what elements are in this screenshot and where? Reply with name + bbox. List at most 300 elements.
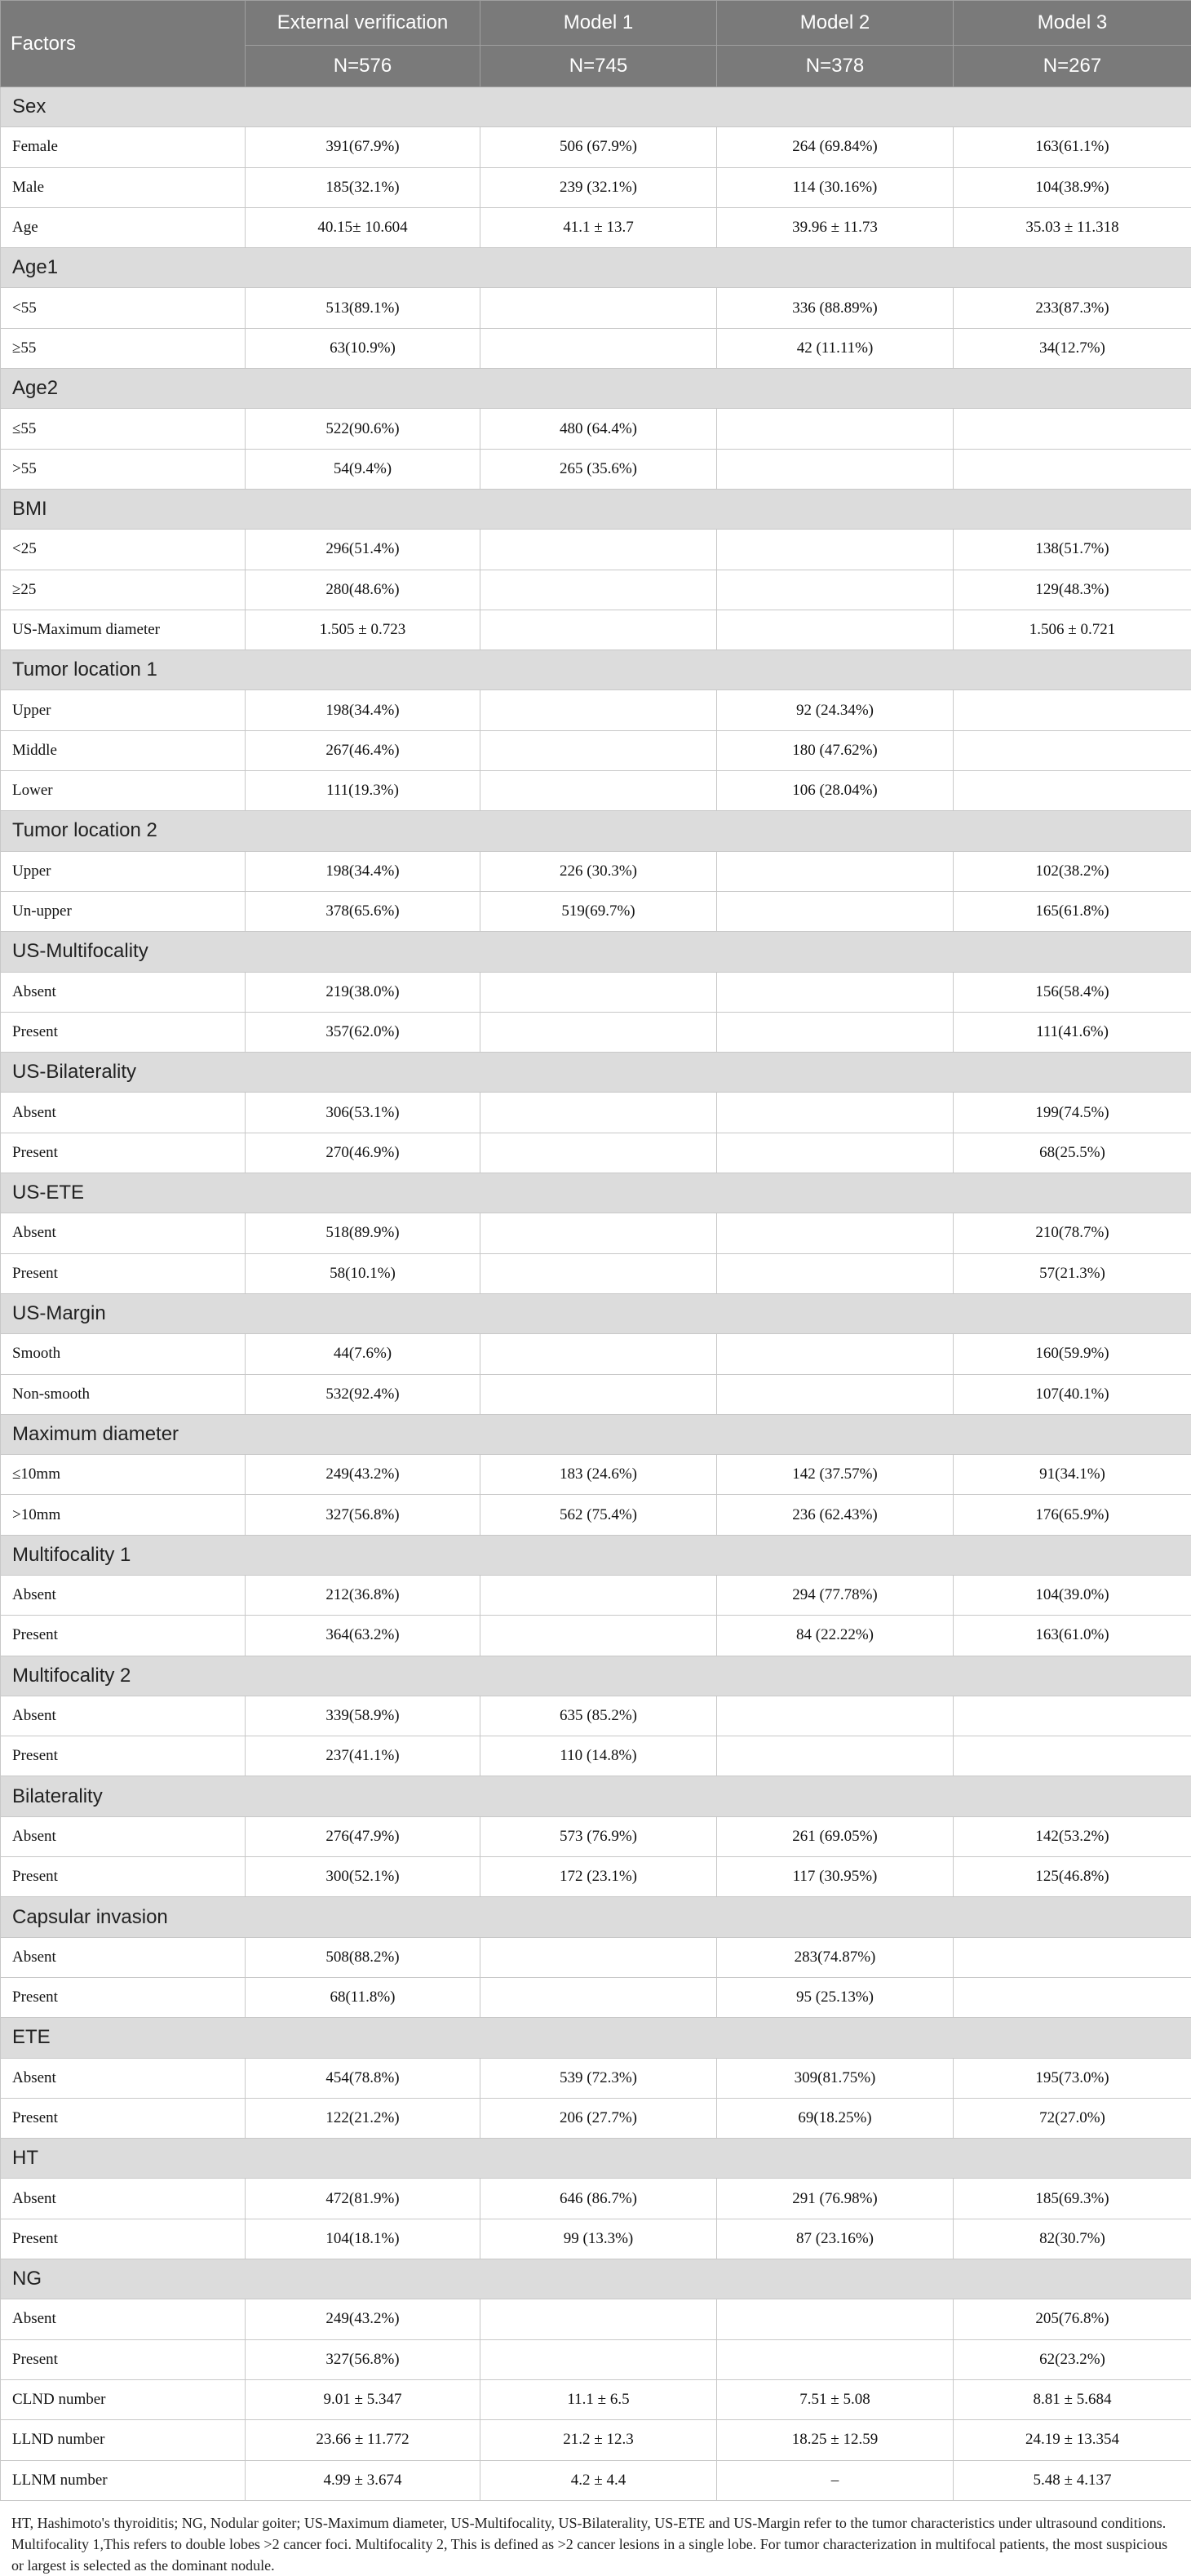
header-n-model3: N=267 bbox=[954, 46, 1191, 87]
row-label: US-Maximum diameter bbox=[1, 610, 246, 650]
cell-value: 226 (30.3%) bbox=[480, 851, 717, 891]
cell-value: 391(67.9%) bbox=[246, 127, 480, 167]
section-row bbox=[1, 248, 1191, 288]
header-n-model2: N=378 bbox=[717, 46, 954, 87]
cell-value: 91(34.1%) bbox=[954, 1455, 1191, 1495]
section-row bbox=[1, 650, 1191, 690]
cell-value bbox=[480, 1012, 717, 1052]
table-row bbox=[1, 2339, 1191, 2379]
cell-value: 296(51.4%) bbox=[246, 530, 480, 570]
section-label: Age1 bbox=[1, 248, 1191, 288]
section-label: US-ETE bbox=[1, 1173, 1191, 1213]
section-label: HT bbox=[1, 2139, 1191, 2179]
table-row bbox=[1, 1857, 1191, 1897]
section-label: US-Multifocality bbox=[1, 932, 1191, 972]
cell-value: 378(65.6%) bbox=[246, 891, 480, 931]
section-row bbox=[1, 2259, 1191, 2299]
table-row bbox=[1, 167, 1191, 207]
cell-value bbox=[480, 730, 717, 770]
table-row bbox=[1, 1696, 1191, 1736]
table-row bbox=[1, 2379, 1191, 2419]
table-row bbox=[1, 851, 1191, 891]
cell-value: 39.96 ± 11.73 bbox=[717, 207, 954, 247]
table-row bbox=[1, 771, 1191, 811]
section-row bbox=[1, 1535, 1191, 1575]
cell-value: 327(56.8%) bbox=[246, 1495, 480, 1535]
section-row bbox=[1, 932, 1191, 972]
cell-value: 357(62.0%) bbox=[246, 1012, 480, 1052]
cell-value: 18.25 ± 12.59 bbox=[717, 2420, 954, 2460]
row-label: Absent bbox=[1, 1937, 246, 1977]
cell-value: 114 (30.16%) bbox=[717, 167, 954, 207]
row-label: Non-smooth bbox=[1, 1374, 246, 1414]
cell-value bbox=[480, 530, 717, 570]
cell-value: 522(90.6%) bbox=[246, 409, 480, 449]
cell-value: 267(46.4%) bbox=[246, 730, 480, 770]
row-label: Un-upper bbox=[1, 891, 246, 931]
cell-value: 336 (88.89%) bbox=[717, 288, 954, 328]
section-row bbox=[1, 1656, 1191, 1696]
section-row bbox=[1, 2018, 1191, 2058]
cell-value bbox=[480, 1334, 717, 1374]
cell-value: 265 (35.6%) bbox=[480, 449, 717, 489]
row-label: Absent bbox=[1, 1093, 246, 1133]
table-row bbox=[1, 2098, 1191, 2138]
row-label: Present bbox=[1, 1977, 246, 2017]
row-label: ≥55 bbox=[1, 328, 246, 368]
section-row bbox=[1, 1053, 1191, 1093]
section-row bbox=[1, 369, 1191, 409]
cell-value: 646 (86.7%) bbox=[480, 2179, 717, 2219]
section-label: Multifocality 2 bbox=[1, 1656, 1191, 1696]
cell-value: 539 (72.3%) bbox=[480, 2058, 717, 2098]
row-label: Absent bbox=[1, 1575, 246, 1615]
section-row bbox=[1, 1776, 1191, 1816]
cell-value: 309(81.75%) bbox=[717, 2058, 954, 2098]
table-row bbox=[1, 570, 1191, 610]
cell-value: 163(61.0%) bbox=[954, 1616, 1191, 1656]
cell-value: 57(21.3%) bbox=[954, 1253, 1191, 1293]
cell-value: 261 (69.05%) bbox=[717, 1816, 954, 1856]
cell-value bbox=[480, 288, 717, 328]
cell-value: 532(92.4%) bbox=[246, 1374, 480, 1414]
cell-value: 117 (30.95%) bbox=[717, 1857, 954, 1897]
cell-value: 198(34.4%) bbox=[246, 690, 480, 730]
row-label: Smooth bbox=[1, 1334, 246, 1374]
table-row bbox=[1, 127, 1191, 167]
row-label: Present bbox=[1, 2098, 246, 2138]
row-label: Absent bbox=[1, 2299, 246, 2339]
table-row bbox=[1, 730, 1191, 770]
table-row bbox=[1, 1937, 1191, 1977]
section-row bbox=[1, 489, 1191, 529]
cell-value bbox=[480, 2299, 717, 2339]
section-row bbox=[1, 811, 1191, 851]
cell-value: 11.1 ± 6.5 bbox=[480, 2379, 717, 2419]
cell-value: 58(10.1%) bbox=[246, 1253, 480, 1293]
row-label: ≥25 bbox=[1, 570, 246, 610]
cell-value: 283(74.87%) bbox=[717, 1937, 954, 1977]
cell-value: 82(30.7%) bbox=[954, 2219, 1191, 2259]
cell-value: 68(25.5%) bbox=[954, 1133, 1191, 1173]
table-row bbox=[1, 1816, 1191, 1856]
row-label: Present bbox=[1, 2339, 246, 2379]
cell-value: 111(41.6%) bbox=[954, 1012, 1191, 1052]
row-label: Female bbox=[1, 127, 246, 167]
cell-value: 205(76.8%) bbox=[954, 2299, 1191, 2339]
row-label: Absent bbox=[1, 2058, 246, 2098]
cell-value: 44(7.6%) bbox=[246, 1334, 480, 1374]
section-label: Age2 bbox=[1, 369, 1191, 409]
cell-value: 176(65.9%) bbox=[954, 1495, 1191, 1535]
cell-value: 185(69.3%) bbox=[954, 2179, 1191, 2219]
cell-value bbox=[717, 1736, 954, 1776]
cell-value: 1.505 ± 0.723 bbox=[246, 610, 480, 650]
cell-value: 8.81 ± 5.684 bbox=[954, 2379, 1191, 2419]
cell-value: 513(89.1%) bbox=[246, 288, 480, 328]
section-label: BMI bbox=[1, 489, 1191, 529]
cell-value: 480 (64.4%) bbox=[480, 409, 717, 449]
row-label: Absent bbox=[1, 972, 246, 1012]
cell-value bbox=[480, 1093, 717, 1133]
cell-value: 102(38.2%) bbox=[954, 851, 1191, 891]
cell-value bbox=[480, 1253, 717, 1293]
cell-value bbox=[717, 530, 954, 570]
table-row bbox=[1, 690, 1191, 730]
section-label: Bilaterality bbox=[1, 1776, 1191, 1816]
cell-value: 24.19 ± 13.354 bbox=[954, 2420, 1191, 2460]
cell-value bbox=[717, 2299, 954, 2339]
table-row bbox=[1, 1012, 1191, 1052]
cell-value bbox=[954, 690, 1191, 730]
cell-value bbox=[717, 449, 954, 489]
row-label: Lower bbox=[1, 771, 246, 811]
cell-value: 172 (23.1%) bbox=[480, 1857, 717, 1897]
cell-value: 107(40.1%) bbox=[954, 1374, 1191, 1414]
table-row bbox=[1, 1133, 1191, 1173]
cell-value: 233(87.3%) bbox=[954, 288, 1191, 328]
cell-value: 212(36.8%) bbox=[246, 1575, 480, 1615]
table-row bbox=[1, 1616, 1191, 1656]
table-row bbox=[1, 2219, 1191, 2259]
cell-value bbox=[480, 1616, 717, 1656]
cell-value: 506 (67.9%) bbox=[480, 127, 717, 167]
table-row bbox=[1, 1455, 1191, 1495]
cell-value: 104(18.1%) bbox=[246, 2219, 480, 2259]
cell-value: 62(23.2%) bbox=[954, 2339, 1191, 2379]
cell-value: 104(39.0%) bbox=[954, 1575, 1191, 1615]
cell-value bbox=[954, 409, 1191, 449]
cell-value: 122(21.2%) bbox=[246, 2098, 480, 2138]
cell-value: 236 (62.43%) bbox=[717, 1495, 954, 1535]
table-row bbox=[1, 1977, 1191, 2017]
cell-value: 280(48.6%) bbox=[246, 570, 480, 610]
table-row bbox=[1, 1736, 1191, 1776]
header-factors: Factors bbox=[1, 1, 246, 87]
cell-value bbox=[717, 1093, 954, 1133]
cell-value: 472(81.9%) bbox=[246, 2179, 480, 2219]
section-row bbox=[1, 2139, 1191, 2179]
cell-value bbox=[480, 1937, 717, 1977]
row-label: Age bbox=[1, 207, 246, 247]
table-row bbox=[1, 891, 1191, 931]
cell-value: 562 (75.4%) bbox=[480, 1495, 717, 1535]
cell-value: 21.2 ± 12.3 bbox=[480, 2420, 717, 2460]
row-label: <55 bbox=[1, 288, 246, 328]
section-label: ETE bbox=[1, 2018, 1191, 2058]
cell-value: 327(56.8%) bbox=[246, 2339, 480, 2379]
table-row bbox=[1, 1575, 1191, 1615]
row-label: Upper bbox=[1, 690, 246, 730]
cell-value bbox=[480, 690, 717, 730]
row-label: Present bbox=[1, 2219, 246, 2259]
table-row bbox=[1, 328, 1191, 368]
section-label: Tumor location 2 bbox=[1, 811, 1191, 851]
header-col-model3: Model 3 bbox=[954, 1, 1191, 46]
cell-value: 42 (11.11%) bbox=[717, 328, 954, 368]
cell-value bbox=[480, 1213, 717, 1253]
cell-value: 276(47.9%) bbox=[246, 1816, 480, 1856]
cell-value bbox=[954, 1977, 1191, 2017]
cell-value: 7.51 ± 5.08 bbox=[717, 2379, 954, 2419]
cell-value: 54(9.4%) bbox=[246, 449, 480, 489]
cell-value bbox=[717, 610, 954, 650]
table-row bbox=[1, 409, 1191, 449]
row-label: <25 bbox=[1, 530, 246, 570]
section-label: NG bbox=[1, 2259, 1191, 2299]
header-col-model2: Model 2 bbox=[717, 1, 954, 46]
section-row bbox=[1, 1293, 1191, 1333]
cell-value: 41.1 ± 13.7 bbox=[480, 207, 717, 247]
cell-value bbox=[954, 771, 1191, 811]
table-row bbox=[1, 2058, 1191, 2098]
cell-value: 300(52.1%) bbox=[246, 1857, 480, 1897]
cell-value: 180 (47.62%) bbox=[717, 730, 954, 770]
row-label: Present bbox=[1, 1133, 246, 1173]
cell-value: 239 (32.1%) bbox=[480, 167, 717, 207]
cell-value: 5.48 ± 4.137 bbox=[954, 2460, 1191, 2500]
row-label: Absent bbox=[1, 1816, 246, 1856]
cell-value: 306(53.1%) bbox=[246, 1093, 480, 1133]
section-label: Capsular invasion bbox=[1, 1897, 1191, 1937]
table-row bbox=[1, 1253, 1191, 1293]
table-row bbox=[1, 1334, 1191, 1374]
cell-value: 210(78.7%) bbox=[954, 1213, 1191, 1253]
cell-value bbox=[480, 570, 717, 610]
row-label: Present bbox=[1, 1012, 246, 1052]
row-label: LLNM number bbox=[1, 2460, 246, 2500]
cell-value: 163(61.1%) bbox=[954, 127, 1191, 167]
row-label: ≤55 bbox=[1, 409, 246, 449]
table-row bbox=[1, 207, 1191, 247]
cell-value: 206 (27.7%) bbox=[480, 2098, 717, 2138]
cell-value: 635 (85.2%) bbox=[480, 1696, 717, 1736]
cell-value: 110 (14.8%) bbox=[480, 1736, 717, 1776]
row-label: Male bbox=[1, 167, 246, 207]
row-label: >10mm bbox=[1, 1495, 246, 1535]
cell-value: 23.66 ± 11.772 bbox=[246, 2420, 480, 2460]
row-label: Upper bbox=[1, 851, 246, 891]
cell-value: 68(11.8%) bbox=[246, 1977, 480, 2017]
cell-value: 142 (37.57%) bbox=[717, 1455, 954, 1495]
table-row bbox=[1, 2299, 1191, 2339]
cell-value: 129(48.3%) bbox=[954, 570, 1191, 610]
row-label: Absent bbox=[1, 1696, 246, 1736]
section-row bbox=[1, 1897, 1191, 1937]
cell-value: 4.99 ± 3.674 bbox=[246, 2460, 480, 2500]
row-label: CLND number bbox=[1, 2379, 246, 2419]
cell-value bbox=[480, 610, 717, 650]
cell-value: 34(12.7%) bbox=[954, 328, 1191, 368]
cell-value: 111(19.3%) bbox=[246, 771, 480, 811]
cell-value: 9.01 ± 5.347 bbox=[246, 2379, 480, 2419]
row-label: Present bbox=[1, 1857, 246, 1897]
cell-value: 160(59.9%) bbox=[954, 1334, 1191, 1374]
row-label: Absent bbox=[1, 2179, 246, 2219]
section-label: Maximum diameter bbox=[1, 1414, 1191, 1454]
section-label: US-Margin bbox=[1, 1293, 1191, 1333]
row-label: ≤10mm bbox=[1, 1455, 246, 1495]
cell-value: 249(43.2%) bbox=[246, 2299, 480, 2339]
cell-value bbox=[954, 449, 1191, 489]
table-row bbox=[1, 288, 1191, 328]
cell-value bbox=[717, 1696, 954, 1736]
cell-value bbox=[480, 771, 717, 811]
cell-value bbox=[717, 972, 954, 1012]
cell-value bbox=[717, 1133, 954, 1173]
cell-value: 264 (69.84%) bbox=[717, 127, 954, 167]
row-label: LLND number bbox=[1, 2420, 246, 2460]
header-n-external: N=576 bbox=[246, 46, 480, 87]
cell-value bbox=[480, 328, 717, 368]
cell-value bbox=[480, 1374, 717, 1414]
cell-value: 249(43.2%) bbox=[246, 1455, 480, 1495]
table-row bbox=[1, 1093, 1191, 1133]
cell-value: 92 (24.34%) bbox=[717, 690, 954, 730]
cell-value: 508(88.2%) bbox=[246, 1937, 480, 1977]
cell-value bbox=[480, 1575, 717, 1615]
cell-value: 87 (23.16%) bbox=[717, 2219, 954, 2259]
cell-value bbox=[480, 2339, 717, 2379]
cell-value: 291 (76.98%) bbox=[717, 2179, 954, 2219]
cell-value bbox=[954, 1937, 1191, 1977]
cell-value: 1.506 ± 0.721 bbox=[954, 610, 1191, 650]
cell-value: 4.2 ± 4.4 bbox=[480, 2460, 717, 2500]
cell-value: 63(10.9%) bbox=[246, 328, 480, 368]
cell-value: 339(58.9%) bbox=[246, 1696, 480, 1736]
cell-value bbox=[717, 1253, 954, 1293]
cell-value: – bbox=[717, 2460, 954, 2500]
cell-value bbox=[717, 1374, 954, 1414]
cell-value: 364(63.2%) bbox=[246, 1616, 480, 1656]
cell-value: 454(78.8%) bbox=[246, 2058, 480, 2098]
cell-value: 185(32.1%) bbox=[246, 167, 480, 207]
cell-value: 237(41.1%) bbox=[246, 1736, 480, 1776]
cell-value bbox=[717, 2339, 954, 2379]
table-row bbox=[1, 2179, 1191, 2219]
cell-value: 156(58.4%) bbox=[954, 972, 1191, 1012]
cell-value bbox=[480, 1133, 717, 1173]
section-row bbox=[1, 1414, 1191, 1454]
table-row bbox=[1, 610, 1191, 650]
section-label: US-Bilaterality bbox=[1, 1053, 1191, 1093]
header-col-model1: Model 1 bbox=[480, 1, 717, 46]
cell-value bbox=[480, 972, 717, 1012]
cell-value bbox=[717, 409, 954, 449]
cell-value: 95 (25.13%) bbox=[717, 1977, 954, 2017]
table-row bbox=[1, 2420, 1191, 2460]
header-n-model1: N=745 bbox=[480, 46, 717, 87]
cell-value: 270(46.9%) bbox=[246, 1133, 480, 1173]
cell-value bbox=[717, 891, 954, 931]
row-label: Present bbox=[1, 1253, 246, 1293]
table-body bbox=[1, 87, 1191, 2501]
cell-value: 35.03 ± 11.318 bbox=[954, 207, 1191, 247]
cell-value bbox=[717, 1334, 954, 1374]
cell-value: 195(73.0%) bbox=[954, 2058, 1191, 2098]
table-row bbox=[1, 2460, 1191, 2500]
cell-value: 199(74.5%) bbox=[954, 1093, 1191, 1133]
cell-value: 165(61.8%) bbox=[954, 891, 1191, 931]
table-row bbox=[1, 1495, 1191, 1535]
cell-value: 183 (24.6%) bbox=[480, 1455, 717, 1495]
cell-value: 99 (13.3%) bbox=[480, 2219, 717, 2259]
cell-value: 219(38.0%) bbox=[246, 972, 480, 1012]
cell-value bbox=[954, 1736, 1191, 1776]
cell-value: 106 (28.04%) bbox=[717, 771, 954, 811]
cell-value: 573 (76.9%) bbox=[480, 1816, 717, 1856]
row-label: >55 bbox=[1, 449, 246, 489]
cell-value: 40.15± 10.604 bbox=[246, 207, 480, 247]
cell-value: 104(38.9%) bbox=[954, 167, 1191, 207]
table-footnote: HT, Hashimoto's thyroiditis; NG, Nodular goiter; US-Maximum diameter, US-Multifocality, US-Bilaterality, US-ETE and US-Margin refer to the tumor characteristics under ultrasound conditions. Multifocality 1,This refers to double lobes >2 cancer foci. Multifocality 2, This is defined as >2 cancer lesions in a single lobe. For tumor characterization in multifocal patients, the most suspicious or largest is selected as the dominant nodule. bbox=[0, 2501, 1191, 2576]
table-row bbox=[1, 1374, 1191, 1414]
row-label: Present bbox=[1, 1736, 246, 1776]
table-row bbox=[1, 449, 1191, 489]
table-row bbox=[1, 530, 1191, 570]
cell-value bbox=[480, 1977, 717, 2017]
section-label: Sex bbox=[1, 87, 1191, 127]
cell-value: 519(69.7%) bbox=[480, 891, 717, 931]
section-label: Tumor location 1 bbox=[1, 650, 1191, 690]
section-row bbox=[1, 1173, 1191, 1213]
cell-value: 125(46.8%) bbox=[954, 1857, 1191, 1897]
cell-value bbox=[954, 730, 1191, 770]
row-label: Present bbox=[1, 1616, 246, 1656]
table-row bbox=[1, 972, 1191, 1012]
cell-value bbox=[717, 851, 954, 891]
row-label: Absent bbox=[1, 1213, 246, 1253]
cell-value: 72(27.0%) bbox=[954, 2098, 1191, 2138]
cell-value: 84 (22.22%) bbox=[717, 1616, 954, 1656]
cell-value: 142(53.2%) bbox=[954, 1816, 1191, 1856]
cell-value: 138(51.7%) bbox=[954, 530, 1191, 570]
cell-value: 518(89.9%) bbox=[246, 1213, 480, 1253]
table-header bbox=[1, 1, 1191, 87]
cell-value: 69(18.25%) bbox=[717, 2098, 954, 2138]
table-row bbox=[1, 1213, 1191, 1253]
header-col-external: External verification bbox=[246, 1, 480, 46]
row-label: Middle bbox=[1, 730, 246, 770]
cell-value: 294 (77.78%) bbox=[717, 1575, 954, 1615]
cell-value: 198(34.4%) bbox=[246, 851, 480, 891]
cell-value bbox=[717, 570, 954, 610]
cell-value bbox=[954, 1696, 1191, 1736]
cell-value bbox=[717, 1012, 954, 1052]
section-label: Multifocality 1 bbox=[1, 1535, 1191, 1575]
section-row bbox=[1, 87, 1191, 127]
cell-value bbox=[717, 1213, 954, 1253]
